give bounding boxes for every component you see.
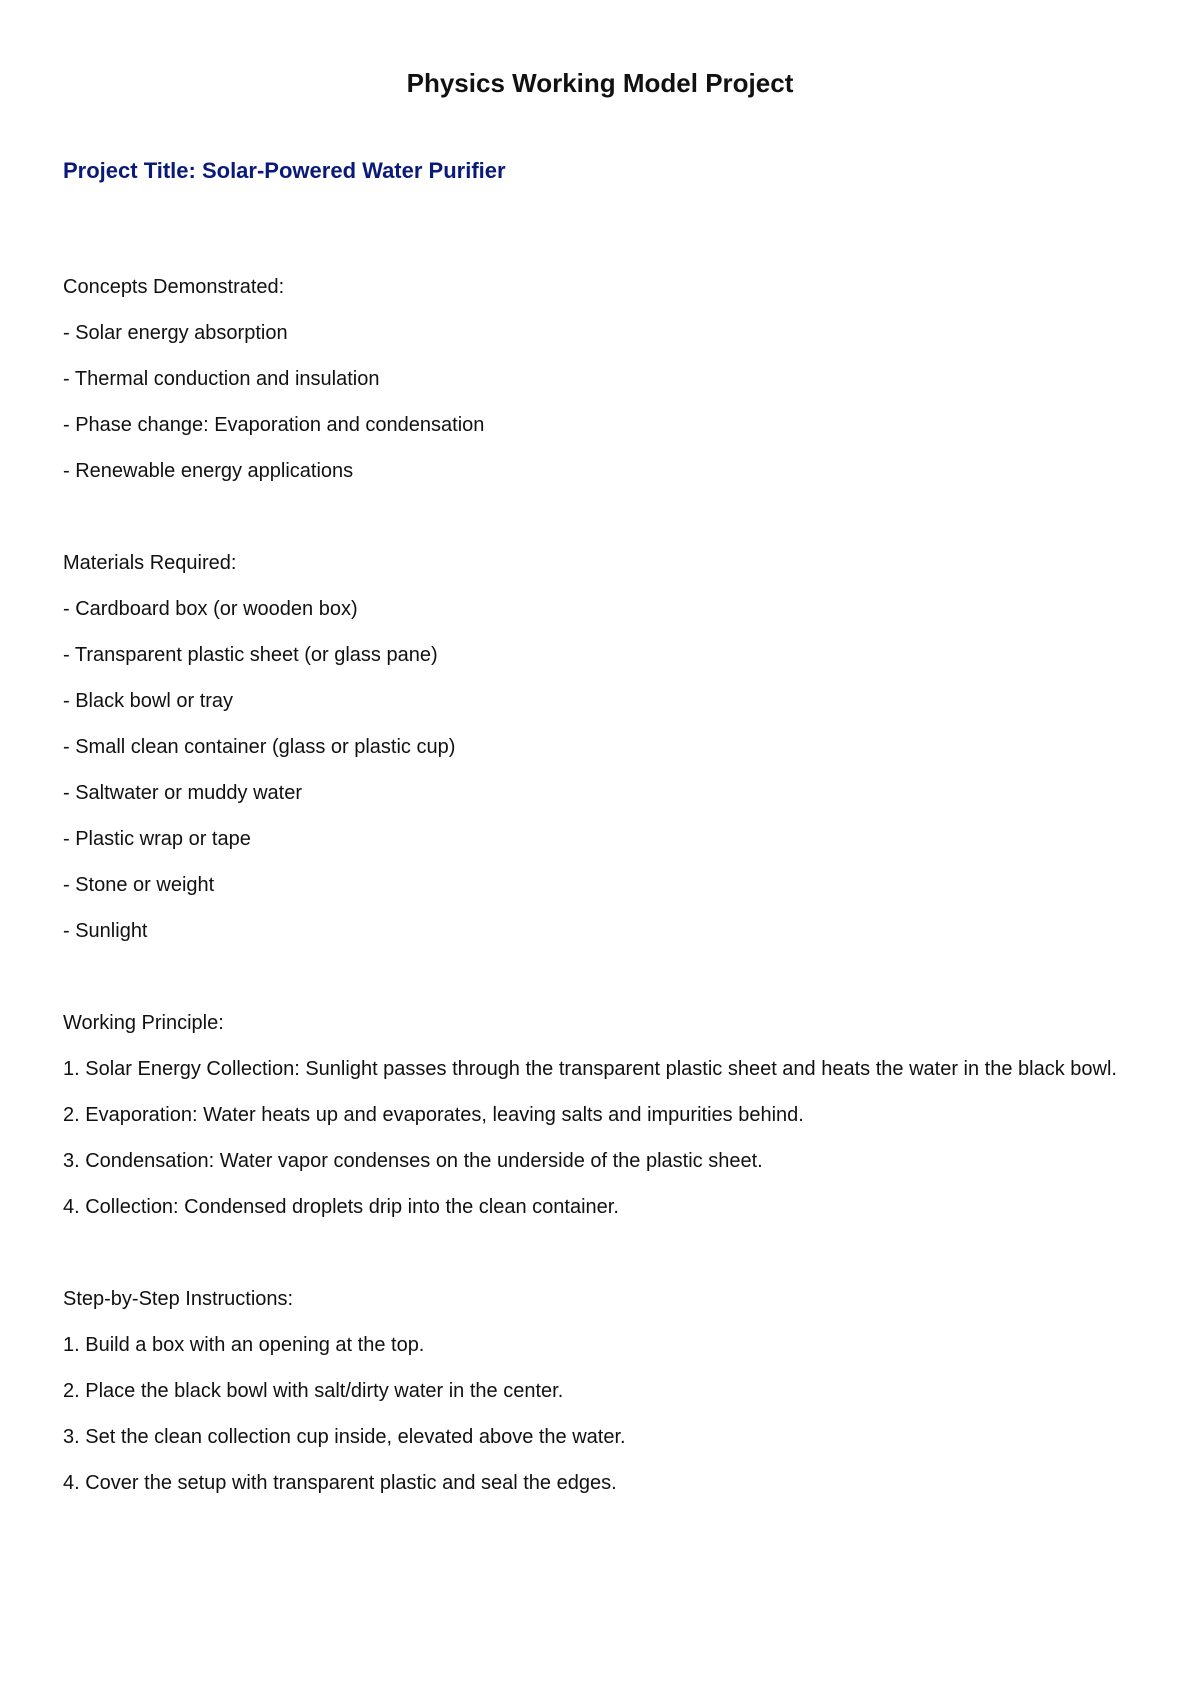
document-title: Physics Working Model Project: [406, 68, 794, 98]
materials-heading: Materials Required:: [63, 552, 237, 574]
principle-heading: Working Principle:: [63, 1012, 224, 1034]
material-item: - Cardboard box (or wooden box): [63, 598, 358, 620]
concept-item: - Phase change: Evaporation and condensation: [63, 414, 485, 436]
principle-item: 3. Condensation: Water vapor condenses on the underside of the plastic sheet.: [63, 1150, 763, 1172]
concepts-section: [63, 264, 1143, 494]
material-item: - Transparent plastic sheet (or glass pane): [63, 644, 438, 666]
instruction-item: 1. Build a box with an opening at the top.: [63, 1334, 425, 1356]
instructions-section: [63, 1276, 1143, 1506]
material-item: - Saltwater or muddy water: [63, 782, 302, 804]
principle-item: 4. Collection: Condensed droplets drip into the clean container.: [63, 1196, 619, 1218]
principle-section: [63, 1000, 1143, 1230]
principle-item: 1. Solar Energy Collection: Sunlight passes through the transparent plastic sheet and heats the water in the black bowl.: [63, 1058, 1117, 1080]
instruction-item: 3. Set the clean collection cup inside, elevated above the water.: [63, 1426, 626, 1448]
instructions-heading: Step-by-Step Instructions:: [63, 1288, 294, 1310]
concepts-heading: Concepts Demonstrated:: [63, 276, 285, 298]
project-title: Project Title: Solar-Powered Water Purifier: [63, 158, 506, 183]
document-body: [63, 264, 1143, 1552]
concept-item: - Solar energy absorption: [63, 322, 288, 344]
material-item: - Black bowl or tray: [63, 690, 234, 712]
materials-section: [63, 540, 1143, 954]
instruction-item: 4. Cover the setup with transparent plastic and seal the edges.: [63, 1472, 617, 1494]
material-item: - Sunlight: [63, 920, 148, 942]
material-item: - Small clean container (glass or plastic cup): [63, 736, 456, 758]
material-item: - Stone or weight: [63, 874, 215, 896]
instruction-item: 2. Place the black bowl with salt/dirty water in the center.: [63, 1380, 564, 1402]
principle-item: 2. Evaporation: Water heats up and evaporates, leaving salts and impurities behind.: [63, 1104, 804, 1126]
concept-item: - Thermal conduction and insulation: [63, 368, 380, 390]
concept-item: - Renewable energy applications: [63, 460, 354, 482]
material-item: - Plastic wrap or tape: [63, 828, 251, 850]
